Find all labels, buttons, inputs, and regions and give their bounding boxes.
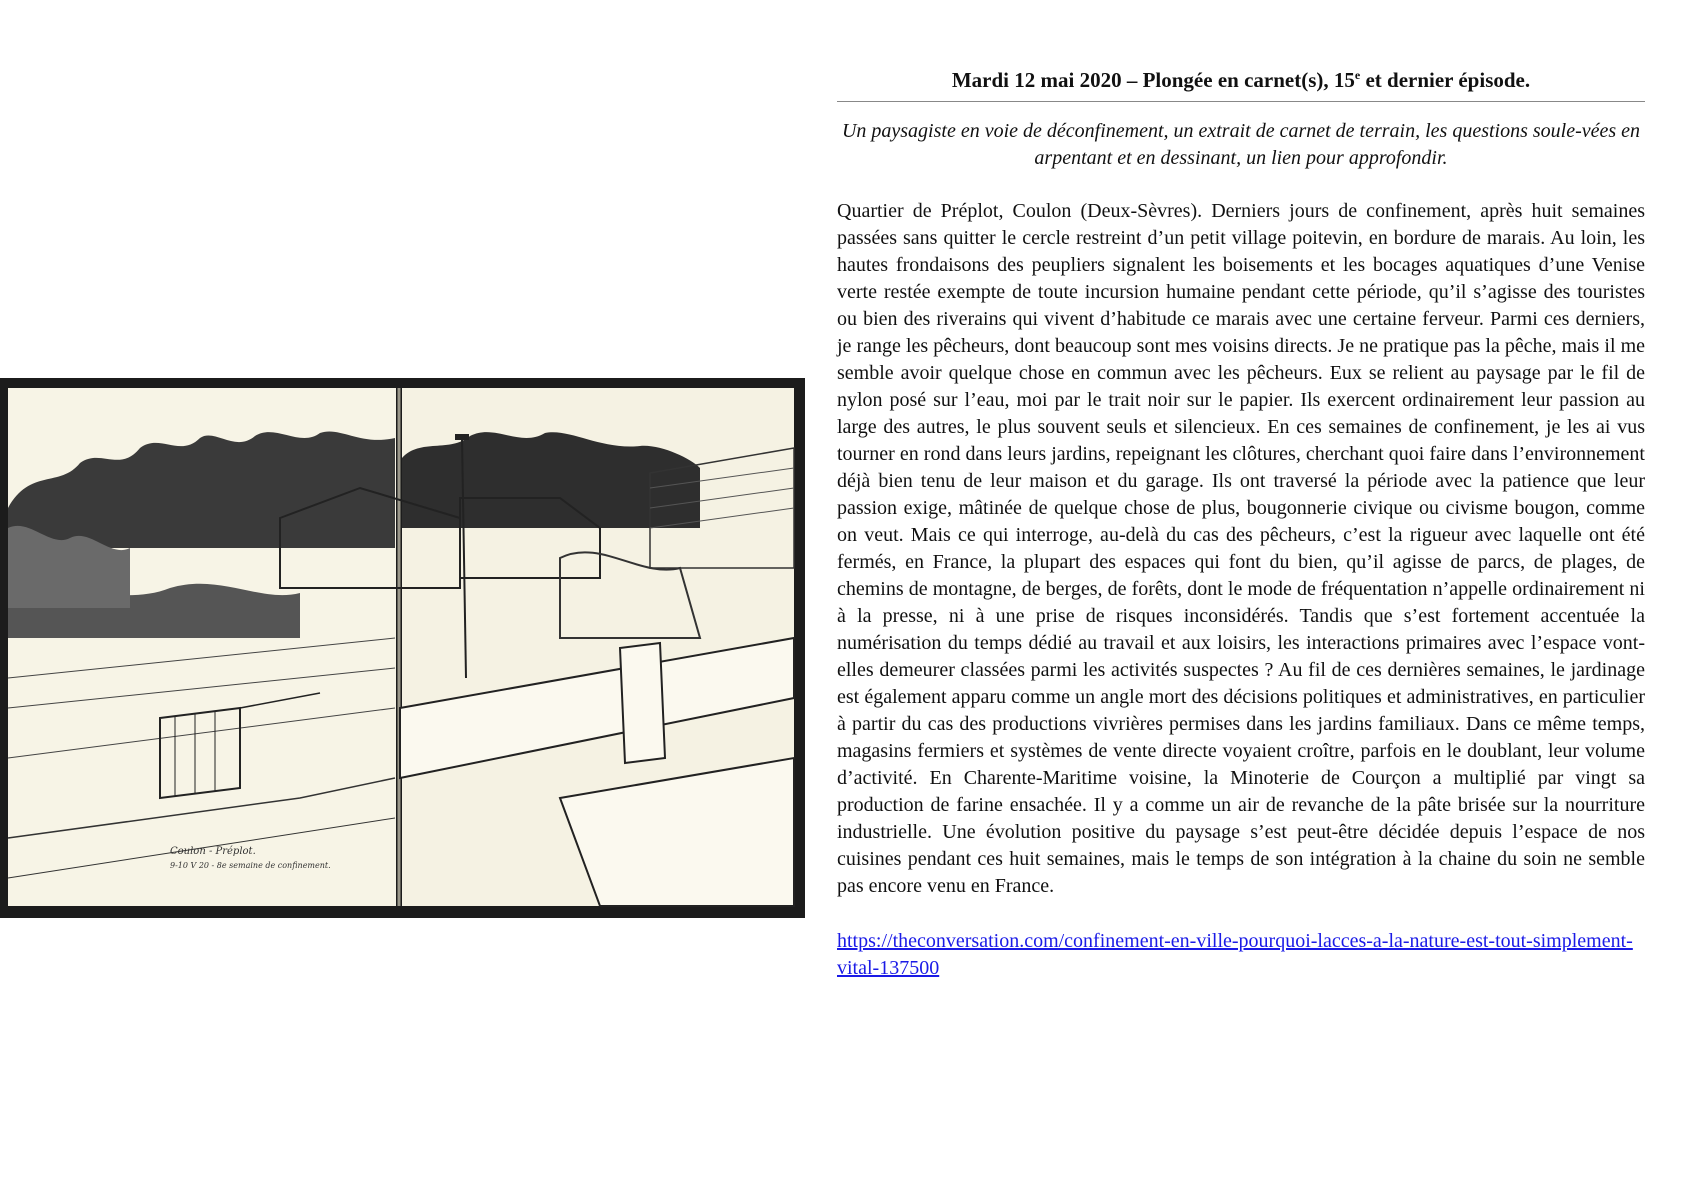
article bbox=[837, 60, 1645, 982]
article-title-sup: e bbox=[1354, 68, 1361, 82]
article-body: Quartier de Préplot, Coulon (Deux-Sèvres). Derniers jours de confinement, après huit semaines passées sans quitter le cercle restreint d’un petit village poitevin, en bordure de marais. Au loin, les hautes frondaisons des peupliers signalent les boisements et les bocages aquatiques d’une Venise verte restée exempte de toute incursion humaine pendant cette période, qu’il s’agisse des touristes ou bien des riverains qui vivent d’habitude ce marais avec une certaine ferveur. Parmi ces derniers, je range les pêcheurs, dont beaucoup sont mes voisins directs. Je ne pratique pas la pêche, mais il me semble avoir quelque chose en commun avec les pêcheurs. Eux se relient au paysage par le fil de nylon posé sur l’eau, moi par le trait noir sur le papier. Ils exercent ordinairement leur passion au large des autres, le plus souvent seuls et silencieux. En ces semaines de confinement, je les ai vus tourner en rond dans leurs jardins, repeignant les clôtures, cherchant quoi faire dans l’environnement déjà bien tenu de leur maison et du garage. Ils ont traversé la période avec la patience que leur passion exige, mâtinée de quelque chose de plus, bougonnerie civique ou civisme bougon, comme on veut. Mais ce qui interroge, au-delà du cas des pêcheurs, c’est la rigueur avec laquelle ont été fermés, en France, la plupart des espaces qui font du bien, qu’il agisse de parcs, de plages, de chemins de montagne, de berges, de forêts, dont le mode de fréquentation n’appelle ordinairement ni à la presse, ni à une prise de risques inconsidérés. Tandis que s’est fortement accentuée la numérisation du temps dédié au travail et aux loisirs, les interactions primaires avec l’espace vont-elles demeurer classées parmi les activités suspectes ? Au fil de ces dernières semaines, le jardinage est également apparu comme un angle mort des décisions politiques et administratives, en particulier à partir du cas des productions vivrières permises dans les jardins familiaux. Dans ce même temps, magasins fermiers et systèmes de vente directe voyaient croître, parfois en le doublant, leur volume d’activité. En Charente-Maritime voisine, la Minoterie de Courçon a multiplié par vingt sa production de farine ensachée. Il y a comme un air de revanche de la pâte brisée sur la nourriture industrielle. Une évolution positive du paysage s’est peut-être décidée depuis l’espace de nos cuisines pendant ces huit semaines, mais le temps de son intégration à la chaine du soin ne semble pas encore venu en France. bbox=[837, 200, 1645, 897]
article-title-main: Mardi 12 mai 2020 – Plongée en carnet(s), 15 bbox=[951, 68, 1355, 92]
article-subtitle: Un paysagiste en voie de déconfinement, un extrait de carnet de terrain, les questions soule-vées en arpentant et en dessinant, un lien pour approfondir. bbox=[841, 120, 1641, 169]
sketch-image bbox=[0, 378, 805, 918]
sketchbook-drawing bbox=[0, 378, 805, 918]
article-title bbox=[837, 60, 1645, 102]
article-title-end: et dernier épisode. bbox=[1360, 68, 1531, 92]
sketch-caption-line1: Coulon - Préplot. bbox=[170, 846, 256, 857]
article-link[interactable]: https://theconversation.com/confinement-en-ville-pourquoi-lacces-a-la-nature-est-tout-simplement-vital-137500 bbox=[837, 930, 1633, 979]
sketch-caption-line2: 9-10 V 20 - 8e semaine de confinement. bbox=[170, 861, 331, 870]
